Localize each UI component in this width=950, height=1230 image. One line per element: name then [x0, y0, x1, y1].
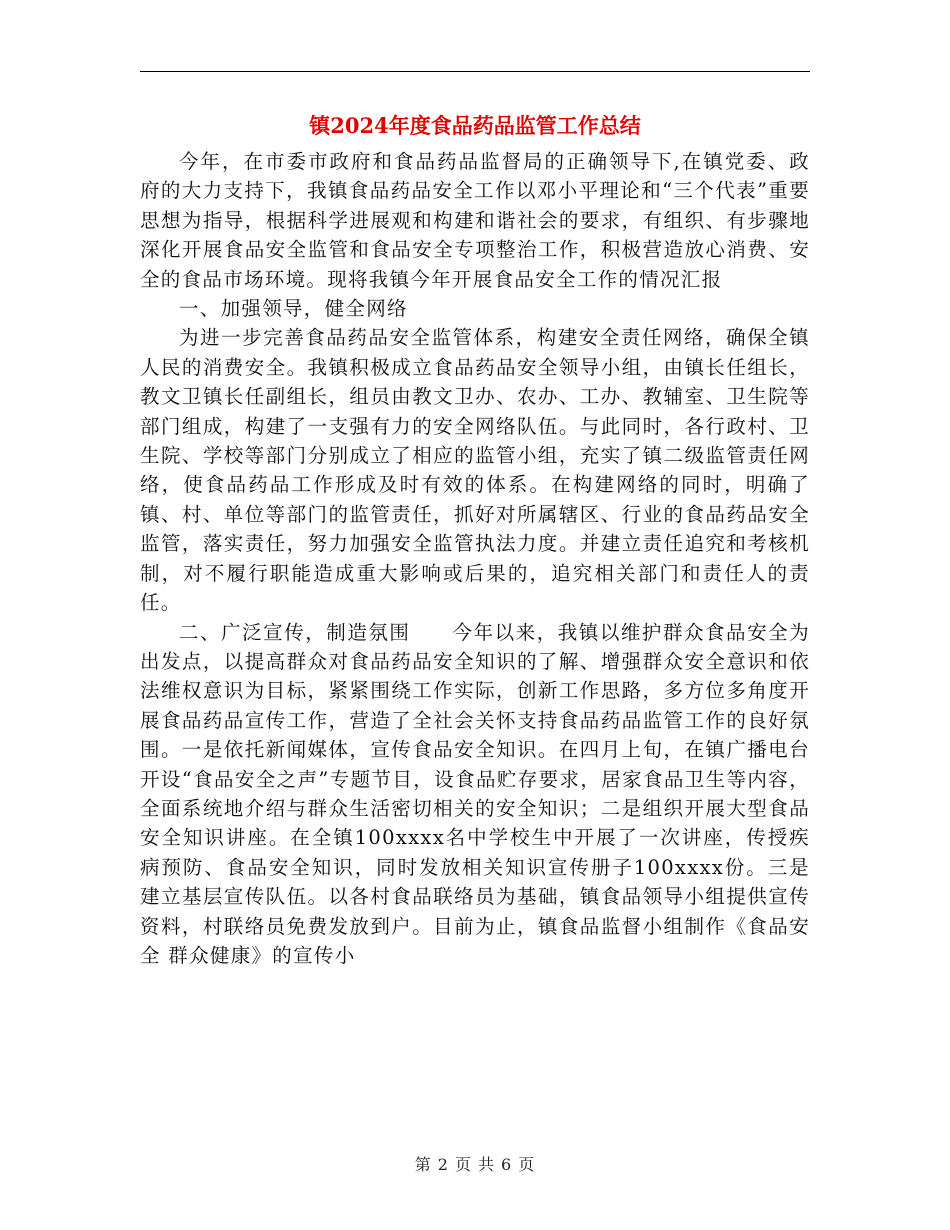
footer-total-pages: 6: [501, 1155, 513, 1174]
footer-page-number: 2: [437, 1155, 449, 1174]
footer-page-label: 第: [414, 1155, 432, 1174]
intro-paragraph: 今年，在市委市政府和食品药品监督局的正确领导下,在镇党委、政府的大力支持下，我镇食品药品安全工作以邓小平理论和“三个代表”重要思想为指导，根据科学进展观和构建和谐社会的要求，有组织、有步骤地深化开展食品安全监管和食品安全专项整治工作，积极营造放心消费、安全的食品市场环境。现将我镇今年开展食品安全工作的情况汇报: [140, 150, 810, 291]
footer-page-unit: 页: [454, 1155, 472, 1174]
section-2-paragraph: 二、广泛宣传，制造氛围 今年以来，我镇以维护群众食品安全为出发点，以提高群众对食品药品安全知识的了解、增强群众安全意识和依法维权意识为目标，紧紧围绕工作实际，创新工作思路，多方位多角度开展食品药品宣传工作，营造了全社会关怀支持食品药品监管工作的良好氛围。一是依托新闻媒体，宣传食品安全知识。在四月上旬，在镇广播电台开设“食品安全之声”专题节目，设食品贮存要求，居家食品卫生等内容，全面系统地介绍与群众生活密切相关的安全知识；二是组织开展大型食品安全知识讲座。在全镇100xxxx名中学校生中开展了一次讲座，传授疾病预防、食品安全知识，同时发放相关知识宣传册子100xxxx份。三是建立基层宣传队伍。以各村食品联络员为基础，镇食品领导小组提供宣传资料，村联络员免费发放到户。目前为止，镇食品监督小组制作《食品安全 群众健康》的宣传小: [140, 620, 810, 967]
page-footer: [0, 1153, 950, 1177]
footer-total-label: 共: [478, 1155, 496, 1174]
header-rule: [140, 71, 810, 72]
document-title: 镇2024年度食品药品监管工作总结: [309, 113, 641, 138]
section-1-paragraph: 为进一步完善食品药品安全监管体系，构建安全责任网络，确保全镇人民的消费安全。我镇积极成立食品药品安全领导小组，由镇长任组长，教文卫镇长任副组长，组员由教文卫办、农办、工办、教辅室、卫生院等部门组成，构建了一支强有力的安全网络队伍。与此同时，各行政村、卫生院、学校等部门分别成立了相应的监管小组，充实了镇二级监管责任网络，使食品药品工作形成及时有效的体系。在构建网络的同时，明确了镇、村、单位等部门的监管责任，抓好对所属辖区、行业的食品药品安全监管，落实责任，努力加强安全监管执法力度。并建立责任追究和考核机制，对不履行职能造成重大影响或后果的，追究相关部门和责任人的责任。: [140, 326, 810, 615]
document-body: [140, 147, 810, 970]
section-heading-1: 一、加强领导，健全网络: [179, 297, 408, 321]
footer-total-unit: 页: [518, 1155, 536, 1174]
